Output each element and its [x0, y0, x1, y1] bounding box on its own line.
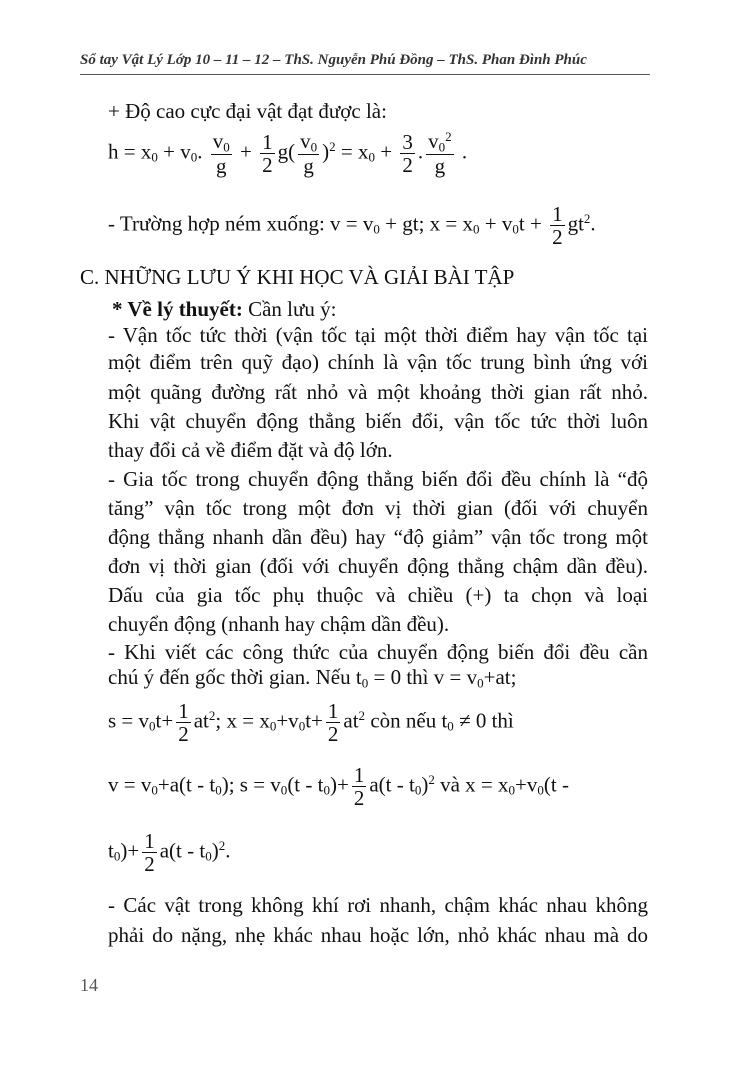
max-height-formula: $h = x_0 + v_0$. $\frac{v_0}{g}$ + $\frac{1}{2}$ g( $\frac{v_0}{g}$ )$^2 = x_0$ + $\frac{3}{2}$ . $\frac{v_0^2}{g}$ .: [108, 129, 468, 179]
header-divider: [80, 74, 650, 75]
paragraph-line: một điểm trên quỹ đạo) chính là vận tốc trung bình ứng với: [108, 350, 648, 374]
fraction-one-half: $\frac{1}{2}$: [327, 699, 339, 747]
fraction-one-half: $\frac{1}{2}$: [552, 202, 563, 250]
paragraph-line: Dấu của gia tốc phụ thuộc và chiều (+) ta chọn và loại: [108, 583, 648, 607]
fraction-v0-over-g: $\frac{v_0}{g}$: [212, 129, 230, 178]
running-header: Sổ tay Vật Lý Lớp 10 – 11 – 12 – ThS. Nguyễn Phú Đồng – ThS. Phan Đình Phúc: [80, 52, 587, 68]
paragraph-line: Khi vật chuyển động thẳng biến đổi, vận tốc tức thời luôn: [108, 409, 648, 433]
position-formula-continuation: $t_0)+$ $\frac{1}{2}$ $a(t - t_0)^2$.: [108, 829, 231, 877]
paragraph-line: - Gia tốc trong chuyển động thẳng biến đổi đều chính là “độ: [108, 467, 648, 491]
fraction-three-halves: $\frac{3}{2}$: [402, 130, 413, 178]
paragraph-line: động thẳng nhanh dần đều) hay “độ giảm” vận tốc trong một: [108, 525, 648, 549]
paragraph-line: - Vận tốc tức thời (vận tốc tại một thời điểm hay vận tốc tại: [108, 323, 648, 347]
paragraph-line: tăng” vận tốc trong một đơn vị thời gian (đối với chuyển: [108, 496, 648, 520]
paragraph-line: thay đổi cả về điểm đặt và độ lớn.: [108, 438, 393, 462]
fraction-v0-squared-over-g: $\frac{v_0^2}{g}$: [428, 129, 452, 179]
fraction-one-half: $\frac{1}{2}$: [144, 829, 155, 877]
max-height-intro: + Độ cao cực đại vật đạt được là:: [108, 99, 387, 123]
paragraph-line: đơn vị thời gian (đối với chuyển động thẳng chậm dần đều).: [108, 554, 648, 578]
theory-label: * Về lý thuyết: Cần lưu ý:: [112, 297, 337, 321]
fraction-one-half: $\frac{1}{2}$: [353, 763, 365, 811]
paragraph-line: phải do nặng, nhẹ khác nhau hoặc lớn, nhỏ khác nhau mà do: [108, 923, 648, 947]
velocity-formula: $v = v_0+a(t - t_0)$; $s = v_0(t - t_0)+$ $\frac{1}{2}$ $a(t - t_0)^2$ và $x = x_0+v_0(t$ -: [108, 763, 569, 811]
t0-condition-line: chú ý đến gốc thời gian. Nếu $t_0 = 0$ thì $v = v_0+at$;: [108, 665, 517, 691]
fraction-one-half: $\frac{1}{2}$: [178, 699, 189, 747]
fraction-v0-over-g: $\frac{v_0}{g}$: [300, 129, 318, 178]
section-heading: C. NHỮNG LƯU Ý KHI HỌC VÀ GIẢI BÀI TẬP: [80, 265, 515, 289]
throw-down-formula: - Trường hợp ném xuống: $v = v_0$ + gt; $x = x_0 + v_0t$ + $\frac{1}{2}$ $gt^2$.: [108, 202, 596, 250]
fraction-one-half: $\frac{1}{2}$: [262, 130, 273, 178]
paragraph-line: một quãng đường rất nhỏ và một khoảng thời gian rất nhỏ.: [108, 380, 648, 404]
page-number: 14: [80, 975, 98, 995]
paragraph-line: - Khi viết các công thức của chuyển động biến đổi đều cần: [108, 640, 648, 664]
displacement-formula: $s = v_0t+$ $\frac{1}{2}$ $at^2$; $x = x_0+v_0t+$ $\frac{1}{2}$ $at^2$ còn nếu $t_0 \ne 0$ thì: [108, 699, 514, 747]
paragraph-line: - Các vật trong không khí rơi nhanh, chậm khác nhau không: [108, 893, 648, 917]
paragraph-line: chuyển động (nhanh hay chậm dần đều).: [108, 612, 450, 636]
